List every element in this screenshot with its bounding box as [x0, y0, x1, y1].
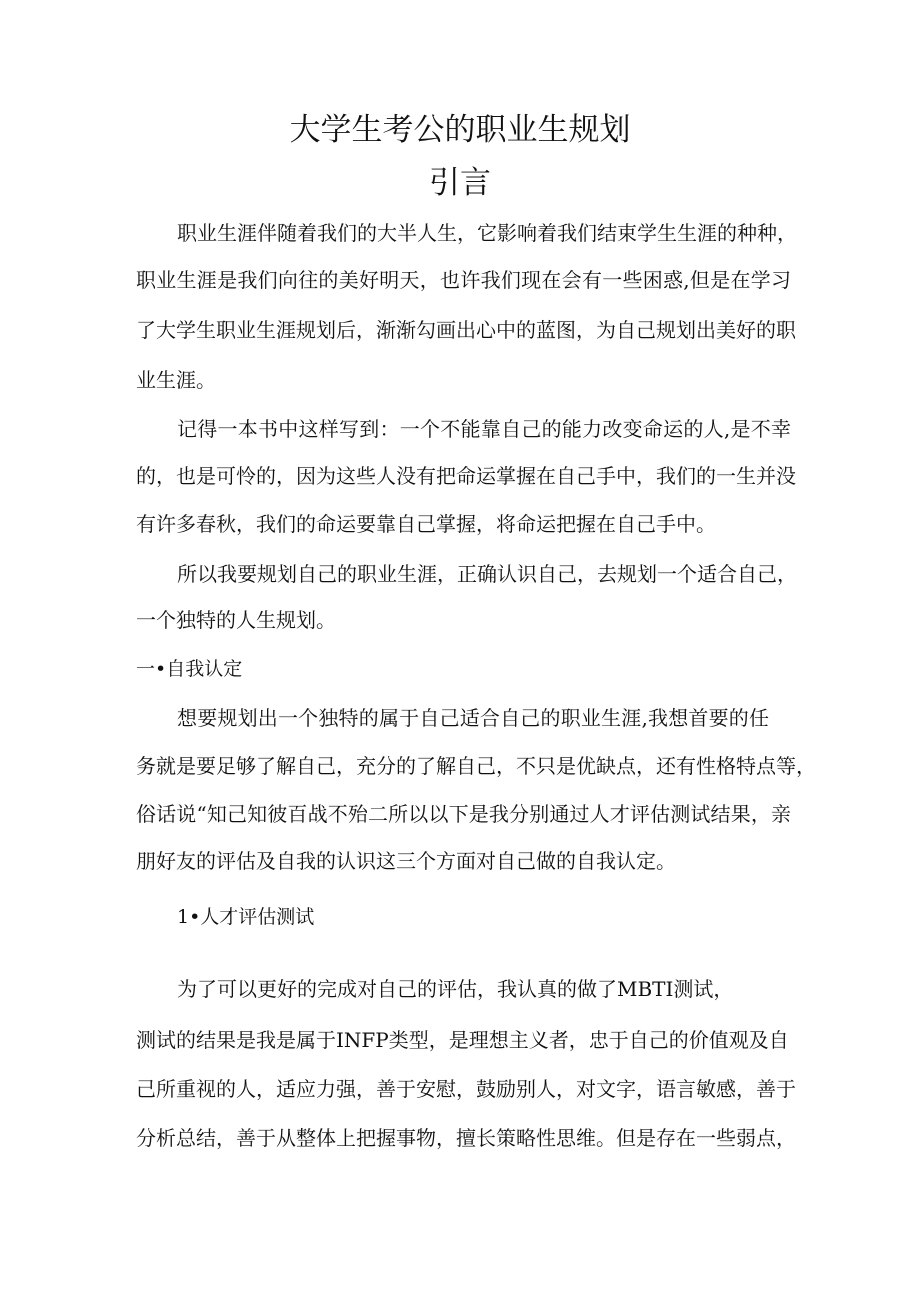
text-line: 职业生涯是我们向往的美好明天，也许我们现在会有一些困惑,但是在学习	[136, 268, 791, 292]
text-line: 一个独特的人生规划。	[136, 608, 336, 632]
text-line: 想要规划出一个独特的属于自己适合自己的职业生涯,我想首要的任	[177, 706, 769, 730]
subsection-heading: 1•人才评估测试	[177, 906, 315, 928]
text-line: 俗话说“知己知彼百战不殆二所以以下是我分别通过人才评估测试结果，亲	[136, 802, 791, 826]
text-line: 测试的结果是我是属于INFP类型，是理想主义者，忠于自己的价值观及自	[136, 1028, 789, 1052]
section-heading: 一•自我认定	[136, 658, 243, 680]
text-line: 有许多春秋，我们的命运要靠自己掌握，将命运把握在自己手中。	[136, 512, 716, 536]
text-line: 的，也是可怜的，因为这些人没有把命运掌握在自己手中，我们的一生并没	[136, 464, 796, 488]
text-line: 职业生涯伴随着我们的大半人生，它影响着我们结束学生生涯的种种，	[177, 221, 797, 245]
text-line: 分析总结，善于从整体上把握事物，擅长策略性思维。但是存在一些弱点，	[136, 1126, 796, 1150]
text-line: 记得一本书中这样写到：一个不能靠自己的能力改变命运的人,是不幸	[177, 417, 791, 441]
text-line: 为了可以更好的完成对自己的评估，我认真的做了MBTI测试，	[177, 977, 734, 1001]
text-line: 了大学生职业生涯规划后，渐渐勾画出心中的蓝图，为自己规划出美好的职	[136, 318, 796, 342]
text-line: 所以我要规划自己的职业生涯，正确认识自己，去规划一个适合自己，	[177, 562, 797, 586]
text-line: 务就是要足够了解自己，充分的了解自己，不只是优缺点，还有性格特点等，	[136, 754, 816, 778]
text-line: 己所重视的人，适应力强，善于安慰，鼓励别人，对文字，语言敏感，善于	[136, 1077, 796, 1101]
document-title: 大学生考公的职业生规划	[289, 112, 631, 148]
document-subtitle: 引言	[429, 165, 491, 201]
text-line: 业生涯。	[136, 368, 216, 392]
text-line: 朋好友的评估及自我的认识这三个方面对自己做的自我认定。	[136, 849, 676, 873]
